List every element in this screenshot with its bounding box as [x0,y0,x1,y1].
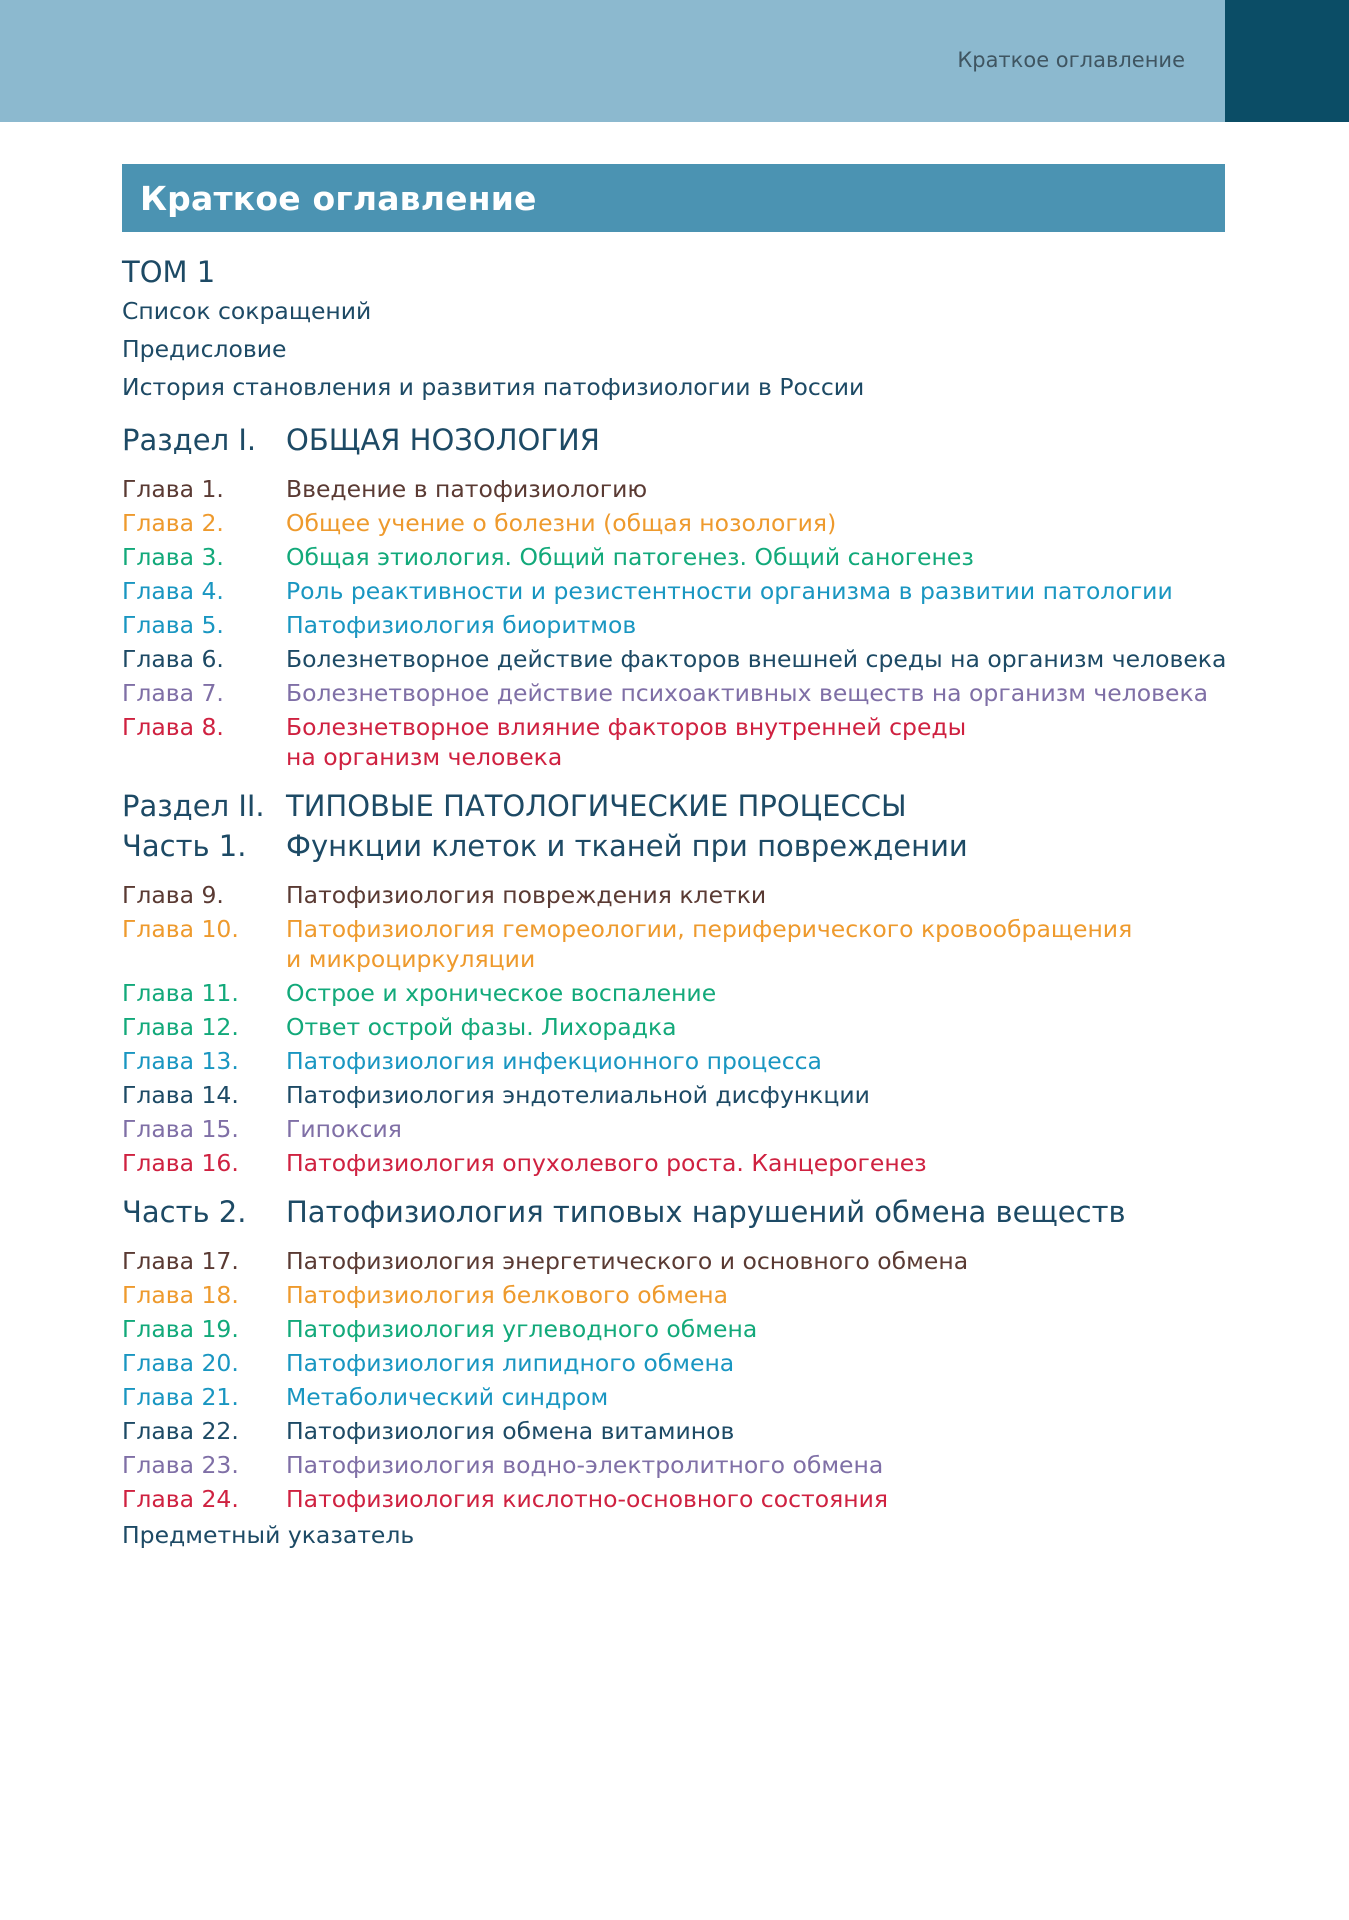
chapter-number: Глава 3. [122,543,224,571]
chapter-entry[interactable] [122,1382,1242,1412]
chapter-title: Болезнетворное действие факторов внешней среды на организм человека [286,645,1227,673]
sections [122,420,1242,1514]
chapter-entry[interactable] [122,1246,1242,1276]
chapter-title: Патофизиология опухолевого роста. Канцерогенез [286,1149,927,1177]
chapter-entry[interactable] [122,576,1242,606]
chapter-number: Глава 19. [122,1315,239,1343]
section-title: Функции клеток и тканей при повреждении [286,829,968,863]
chapter-title: Патофизиология энергетического и основного обмена [286,1247,969,1275]
chapter-number: Глава 6. [122,645,224,673]
chapter-entry[interactable] [122,1450,1242,1480]
section-block [122,1192,1242,1514]
chapter-title: Патофизиология биоритмов [286,611,637,639]
section-heading[interactable] [122,786,1242,826]
chapter-number: Глава 7. [122,679,224,707]
toc-entry-index[interactable]: Предметный указатель [122,1521,415,1549]
section-label: Часть 2. [122,1195,247,1229]
chapter-entry[interactable] [122,978,1242,1008]
chapter-number: Глава 2. [122,509,224,537]
chapter-title: Гипоксия [286,1115,402,1143]
section-label: Раздел I. [122,423,257,457]
section-block [122,420,1242,772]
chapter-title: Патофизиология инфекционного процесса [286,1047,822,1075]
chapter-title: Болезнетворное действие психоактивных веществ на организм человека [286,679,1209,707]
section-title: ОБЩАЯ НОЗОЛОГИЯ [286,423,600,457]
chapter-list [122,1246,1242,1514]
page-title: Краткое оглавление [140,178,537,218]
chapter-number: Глава 4. [122,577,224,605]
section-heading[interactable] [122,420,1242,460]
chapter-title: Общая этиология. Общий патогенез. Общий саногенез [286,543,974,571]
chapter-title: Патофизиология кислотно-основного состояния [286,1485,888,1513]
chapter-number: Глава 13. [122,1047,239,1075]
chapter-title: Общее учение о болезни (общая нозология) [286,509,837,537]
toc-entry-abbreviations[interactable]: Список сокращений [122,297,372,325]
chapter-entry[interactable] [122,914,1242,974]
chapter-number: Глава 8. [122,713,224,741]
chapter-number: Глава 14. [122,1081,239,1109]
section-title: ТИПОВЫЕ ПАТОЛОГИЧЕСКИЕ ПРОЦЕССЫ [286,789,907,823]
chapter-number: Глава 18. [122,1281,239,1309]
running-title: Краткое оглавление [957,48,1185,72]
chapter-number: Глава 20. [122,1349,239,1377]
chapter-number: Глава 22. [122,1417,239,1445]
header-corner-block [1225,0,1349,122]
chapter-entry[interactable] [122,1314,1242,1344]
chapter-number: Глава 11. [122,979,239,1007]
chapter-number: Глава 15. [122,1115,239,1143]
chapter-entry[interactable] [122,712,1242,772]
chapter-entry[interactable] [122,474,1242,504]
chapter-number: Глава 23. [122,1451,239,1479]
chapter-number: Глава 12. [122,1013,239,1041]
chapter-title: Острое и хроническое воспаление [286,979,717,1007]
chapter-number: Глава 9. [122,881,224,909]
volume-title: ТОМ 1 [122,255,216,289]
chapter-number: Глава 1. [122,475,224,503]
section-label: Раздел II. [122,789,265,823]
section-label: Часть 1. [122,829,247,863]
chapter-title: Патофизиология эндотелиальной дисфункции [286,1081,870,1109]
title-bar [122,164,1225,232]
chapter-title: Патофизиология повреждения клетки [286,881,767,909]
chapter-title: Патофизиология гемореологии, периферического кровообращения и микроциркуляции [286,915,1133,973]
chapter-entry[interactable] [122,1280,1242,1310]
chapter-entry[interactable] [122,1416,1242,1446]
chapter-number: Глава 5. [122,611,224,639]
section-block [122,786,1242,1178]
chapter-number: Глава 21. [122,1383,239,1411]
chapter-title: Патофизиология углеводного обмена [286,1315,758,1343]
chapter-entry[interactable] [122,880,1242,910]
chapter-entry[interactable] [122,610,1242,640]
chapter-title: Патофизиология обмена витаминов [286,1417,735,1445]
chapter-entry[interactable] [122,1012,1242,1042]
chapter-title: Болезнетворное влияние факторов внутренней среды на организм человека [286,713,967,771]
chapter-number: Глава 24. [122,1485,239,1513]
chapter-entry[interactable] [122,508,1242,538]
chapter-list [122,880,1242,1178]
chapter-entry[interactable] [122,678,1242,708]
chapter-entry[interactable] [122,644,1242,674]
section-heading[interactable] [122,1192,1242,1232]
chapter-number: Глава 17. [122,1247,239,1275]
chapter-entry[interactable] [122,1114,1242,1144]
chapter-entry[interactable] [122,542,1242,572]
chapter-number: Глава 10. [122,915,239,943]
section-title: Патофизиология типовых нарушений обмена веществ [286,1195,1126,1229]
toc-entry-preface[interactable]: Предисловие [122,335,287,363]
chapter-title: Патофизиология липидного обмена [286,1349,735,1377]
chapter-entry[interactable] [122,1348,1242,1378]
chapter-title: Ответ острой фазы. Лихорадка [286,1013,677,1041]
toc [122,252,1242,1552]
chapter-number: Глава 16. [122,1149,239,1177]
intro-list [122,292,1242,406]
chapter-title: Патофизиология водно-электролитного обмена [286,1451,884,1479]
chapter-title: Роль реактивности и резистентности организма в развитии патологии [286,577,1173,605]
chapter-title: Введение в патофизиологию [286,475,648,503]
chapter-entry[interactable] [122,1046,1242,1076]
chapter-entry[interactable] [122,1148,1242,1178]
section-heading[interactable] [122,826,1242,866]
toc-entry-history[interactable]: История становления и развития патофизиологии в России [122,373,865,401]
chapter-title: Метаболический синдром [286,1383,609,1411]
chapter-entry[interactable] [122,1080,1242,1110]
chapter-entry[interactable] [122,1484,1242,1514]
chapter-list [122,474,1242,772]
chapter-title: Патофизиология белкового обмена [286,1281,729,1309]
